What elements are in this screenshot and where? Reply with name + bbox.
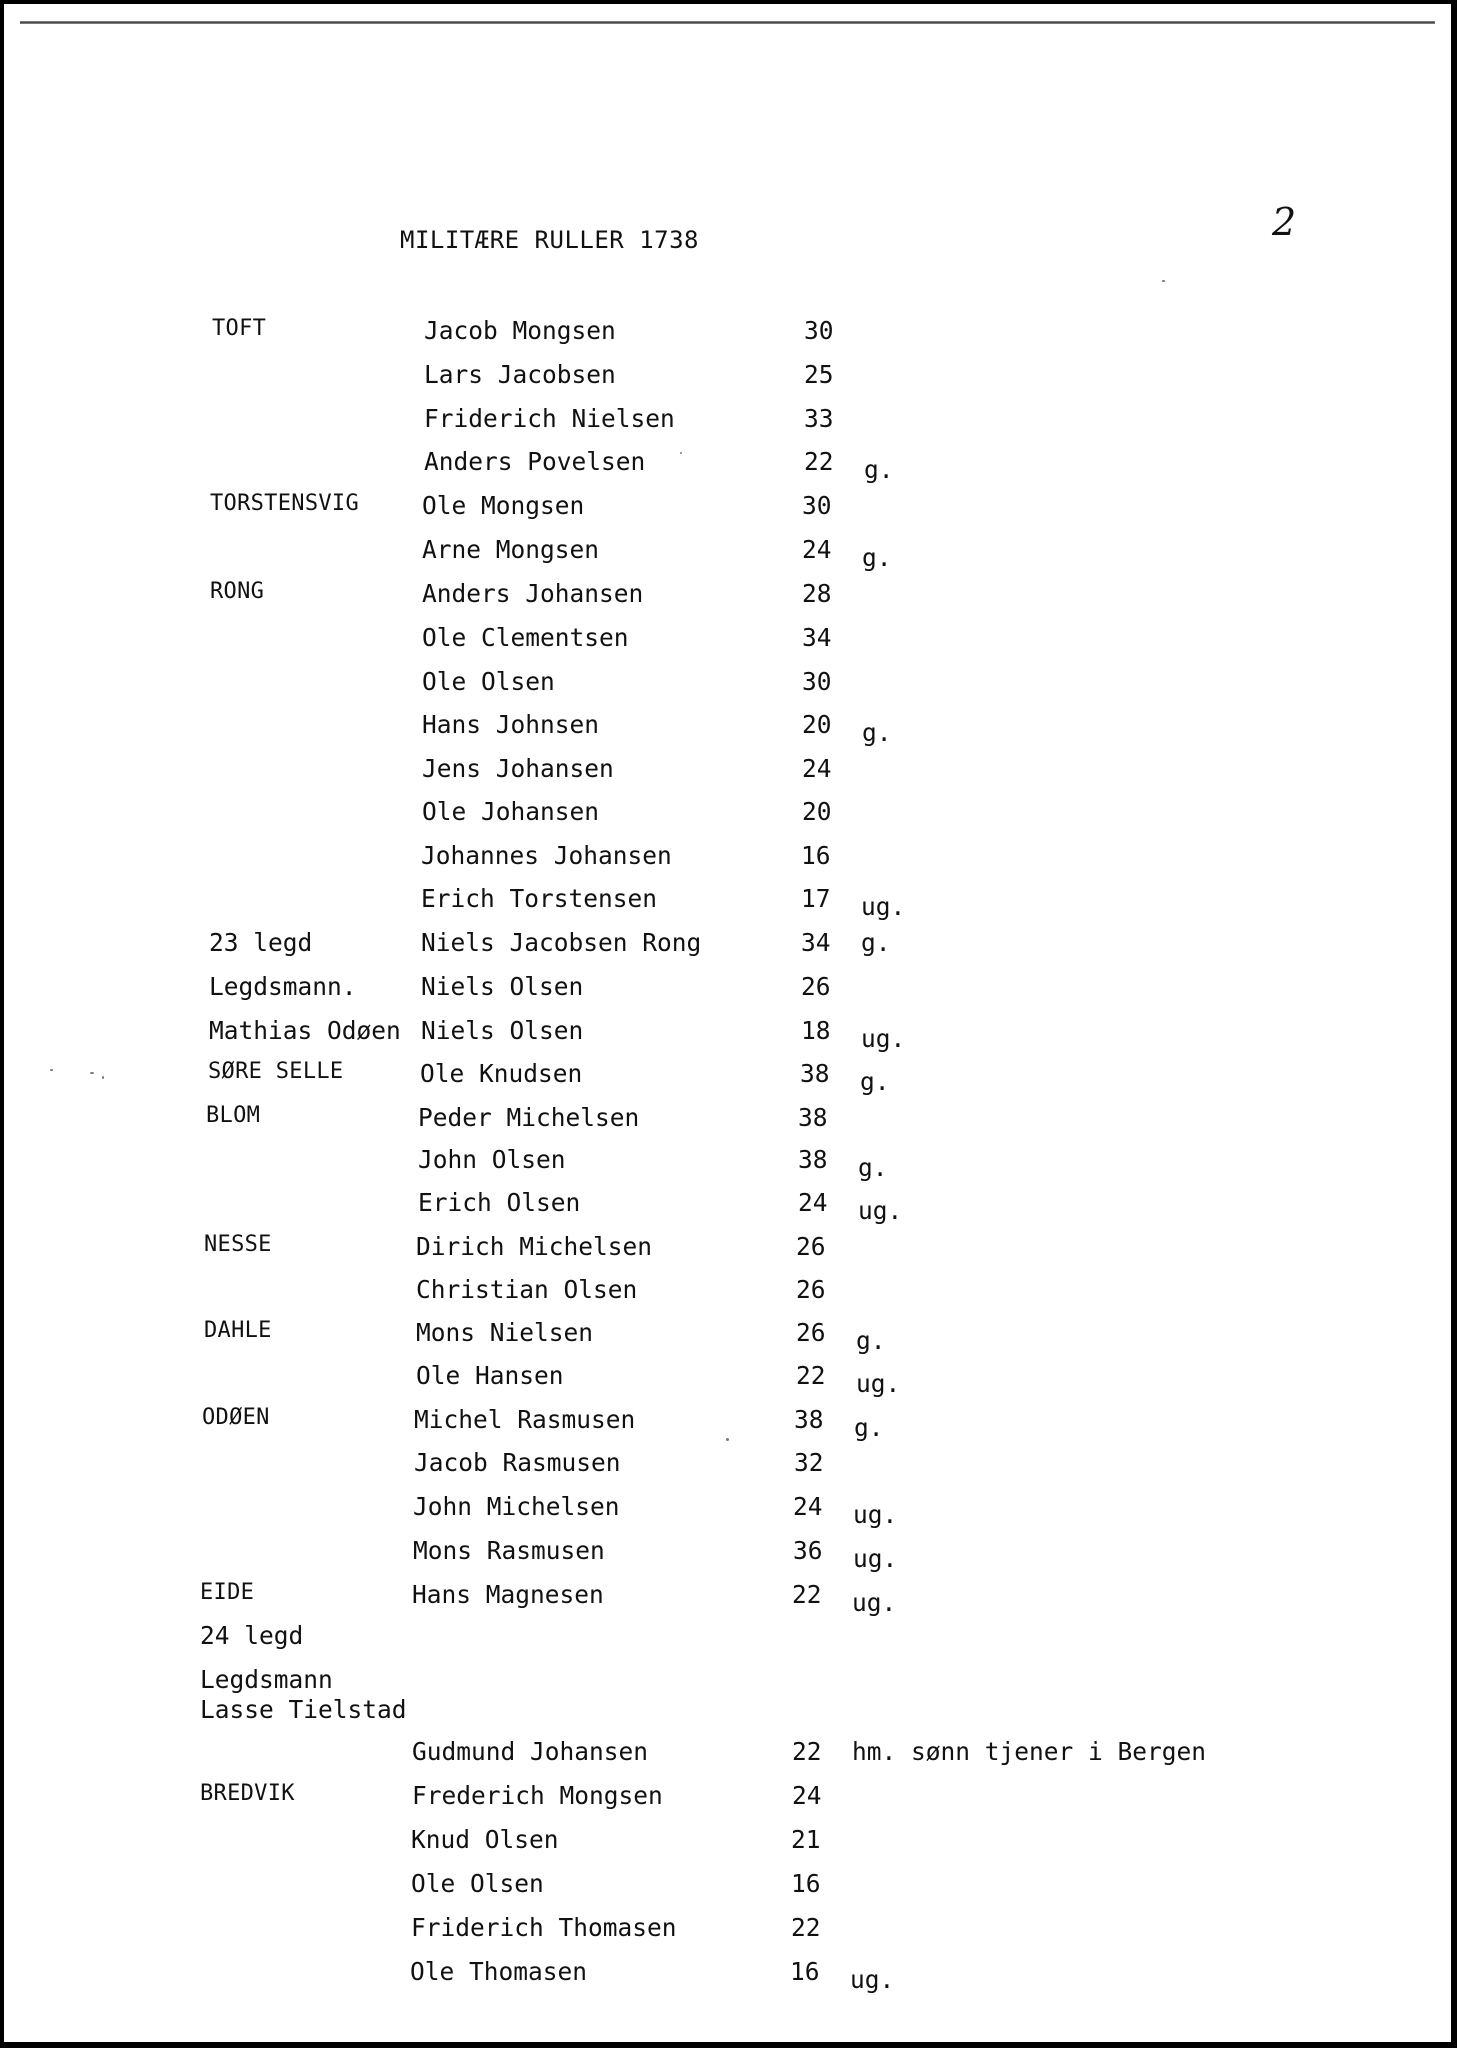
person-name: Niels Jacobsen Rong — [421, 928, 702, 957]
farm-name: TORSTENSVIG — [210, 491, 359, 516]
person-age: 22 — [791, 1913, 821, 1942]
farm-name: Legdsmann. — [209, 972, 357, 1001]
person-name: Johannes Johansen — [421, 841, 672, 870]
roster-row — [4, 1275, 1443, 1315]
roster-row — [4, 1913, 1438, 1953]
person-note: ug. — [850, 1965, 895, 1994]
person-name: Ole Mongsen — [422, 491, 585, 520]
roster-row — [4, 1957, 1437, 1997]
person-name: Gudmund Johansen — [412, 1737, 649, 1766]
person-name: Friderich Thomasen — [411, 1913, 677, 1942]
farm-name: BLOM — [206, 1103, 261, 1128]
roster-row — [4, 884, 1448, 924]
person-age: 16 — [790, 1957, 820, 1986]
person-age: 30 — [804, 316, 834, 345]
person-name: Ole Hansen — [416, 1361, 564, 1390]
farm-name: 23 legd — [209, 928, 313, 957]
scan-speck — [1162, 280, 1165, 282]
farm-name: SØRE SELLE — [208, 1059, 344, 1084]
person-note: ug. — [853, 1500, 898, 1529]
person-name: Jacob Mongsen — [424, 316, 616, 345]
person-name: Peder Michelsen — [418, 1103, 640, 1132]
farm-name: DAHLE — [204, 1318, 272, 1343]
person-age: 18 — [801, 1016, 831, 1045]
person-name: Ole Clementsen — [422, 623, 629, 652]
person-name: Knud Olsen — [411, 1825, 559, 1854]
roster-row — [4, 1580, 1439, 1620]
person-age: 25 — [804, 360, 834, 389]
scan-speck — [50, 1069, 53, 1071]
person-age: 26 — [796, 1318, 826, 1347]
person-name: Ole Knudsen — [420, 1059, 583, 1088]
person-age: 22 — [796, 1361, 826, 1390]
roster-row — [4, 1448, 1441, 1488]
roster-row — [4, 1781, 1439, 1821]
roster-row — [4, 667, 1449, 707]
person-name: John Olsen — [418, 1145, 566, 1174]
person-age: 16 — [801, 841, 831, 870]
person-name: Erich Torstensen — [421, 884, 658, 913]
person-age: 20 — [802, 797, 832, 826]
farm-name: TOFT — [212, 316, 267, 341]
person-age: 34 — [801, 928, 831, 957]
person-name: Anders Johansen — [422, 579, 644, 608]
page-number: 2 — [1272, 200, 1297, 244]
roster-row — [4, 1232, 1443, 1272]
farm-name: RONG — [210, 579, 265, 604]
person-note: ug. — [858, 1196, 903, 1225]
person-note: hm. sønn tjener i Bergen — [852, 1737, 1207, 1766]
person-name: Christian Olsen — [416, 1275, 638, 1304]
person-note: g. — [862, 718, 892, 747]
roster-row — [4, 1145, 1445, 1185]
roster-row — [4, 316, 1451, 356]
person-age: 22 — [804, 447, 834, 476]
person-name: Niels Olsen — [421, 1016, 584, 1045]
farm-name: Legdsmann — [200, 1665, 333, 1694]
person-name: Jacob Rasmusen — [414, 1448, 621, 1477]
roster-row — [4, 841, 1448, 881]
person-name: Ole Olsen — [422, 667, 555, 696]
roster-row — [4, 1016, 1448, 1056]
roster-row — [4, 1737, 1439, 1777]
farm-name: Mathias Odøen — [209, 1016, 401, 1045]
person-age: 33 — [804, 404, 834, 433]
person-note: g. — [856, 1326, 886, 1355]
scan-speck — [726, 1438, 729, 1441]
farm-name: ODØEN — [202, 1405, 270, 1430]
person-age: 20 — [802, 710, 832, 739]
person-age: 28 — [802, 579, 832, 608]
person-age: 34 — [802, 623, 832, 652]
scan-speck — [680, 452, 682, 454]
roster-row — [4, 1361, 1443, 1401]
person-name: Anders Povelsen — [424, 447, 646, 476]
roster-row — [4, 404, 1451, 444]
person-age: 26 — [801, 972, 831, 1001]
person-age: 24 — [798, 1188, 828, 1217]
document-page — [4, 4, 1451, 2042]
person-age: 26 — [796, 1275, 826, 1304]
person-name: Ole Olsen — [411, 1869, 544, 1898]
roster-row — [4, 447, 1451, 487]
farm-name: BREDVIK — [200, 1781, 295, 1806]
person-age: 24 — [802, 535, 832, 564]
roster-row — [4, 928, 1448, 968]
roster-row — [4, 1103, 1445, 1143]
roster-row — [4, 1492, 1440, 1532]
person-name: Hans Johnsen — [422, 710, 600, 739]
person-age: 38 — [800, 1059, 830, 1088]
person-age: 22 — [792, 1580, 822, 1609]
roster-row — [4, 535, 1449, 575]
scan-speck — [102, 1076, 104, 1079]
person-age: 21 — [791, 1825, 821, 1854]
person-name: Frederich Mongsen — [412, 1781, 663, 1810]
person-note: g. — [861, 928, 891, 957]
person-age: 30 — [802, 491, 832, 520]
person-name: Mons Nielsen — [416, 1318, 594, 1347]
person-name: Jens Johansen — [422, 754, 614, 783]
person-name: Ole Johansen — [422, 797, 600, 826]
person-name: Ole Thomasen — [410, 1957, 588, 1986]
person-note: ug. — [861, 892, 906, 921]
roster-row — [4, 1188, 1445, 1228]
person-age: 38 — [794, 1405, 824, 1434]
roster-row — [4, 491, 1449, 531]
farm-name: Lasse Tielstad — [200, 1695, 407, 1724]
person-note: ug. — [861, 1024, 906, 1053]
roster-row — [4, 1059, 1447, 1099]
person-age: 17 — [801, 884, 831, 913]
person-age: 24 — [802, 754, 832, 783]
roster-row — [4, 797, 1449, 837]
person-note: g. — [860, 1067, 890, 1096]
person-age: 26 — [796, 1232, 826, 1261]
roster-list — [4, 4, 1451, 2042]
person-age: 16 — [791, 1869, 821, 1898]
roster-row — [4, 972, 1448, 1012]
farm-name: NESSE — [204, 1232, 272, 1257]
person-note: g. — [858, 1153, 888, 1182]
person-name: Niels Olsen — [421, 972, 584, 1001]
roster-row — [4, 1621, 1439, 1661]
person-name: Dirich Michelsen — [416, 1232, 653, 1261]
roster-row — [4, 1536, 1440, 1576]
person-note: ug. — [852, 1588, 897, 1617]
person-age: 30 — [802, 667, 832, 696]
roster-row — [4, 1318, 1443, 1358]
person-name: Erich Olsen — [418, 1188, 581, 1217]
person-note: g. — [862, 543, 892, 572]
scan-speck — [90, 1072, 94, 1074]
person-age: 38 — [798, 1103, 828, 1132]
person-note: g. — [864, 455, 894, 484]
person-age: 24 — [793, 1492, 823, 1521]
roster-row — [4, 1825, 1438, 1865]
roster-row — [4, 1869, 1438, 1909]
person-age: 22 — [792, 1737, 822, 1766]
roster-row — [4, 360, 1451, 400]
roster-row — [4, 1405, 1441, 1445]
person-note: ug. — [853, 1544, 898, 1573]
roster-row — [4, 1695, 1439, 1735]
farm-name: EIDE — [200, 1580, 255, 1605]
person-name: Arne Mongsen — [422, 535, 600, 564]
person-name: Hans Magnesen — [412, 1580, 604, 1609]
person-name: Michel Rasmusen — [414, 1405, 636, 1434]
person-note: ug. — [856, 1369, 901, 1398]
roster-row — [4, 710, 1449, 750]
document-title: MILITÆRE RULLER 1738 — [400, 226, 699, 254]
person-age: 24 — [792, 1781, 822, 1810]
roster-row — [4, 623, 1449, 663]
person-age: 36 — [793, 1536, 823, 1565]
person-name: Friderich Nielsen — [424, 404, 675, 433]
person-name: Mons Rasmusen — [413, 1536, 605, 1565]
roster-row — [4, 579, 1449, 619]
roster-row — [4, 754, 1449, 794]
person-age: 38 — [798, 1145, 828, 1174]
person-name: Lars Jacobsen — [424, 360, 616, 389]
person-note: g. — [854, 1413, 884, 1442]
person-age: 32 — [794, 1448, 824, 1477]
farm-name: 24 legd — [200, 1621, 304, 1650]
person-name: John Michelsen — [413, 1492, 620, 1521]
